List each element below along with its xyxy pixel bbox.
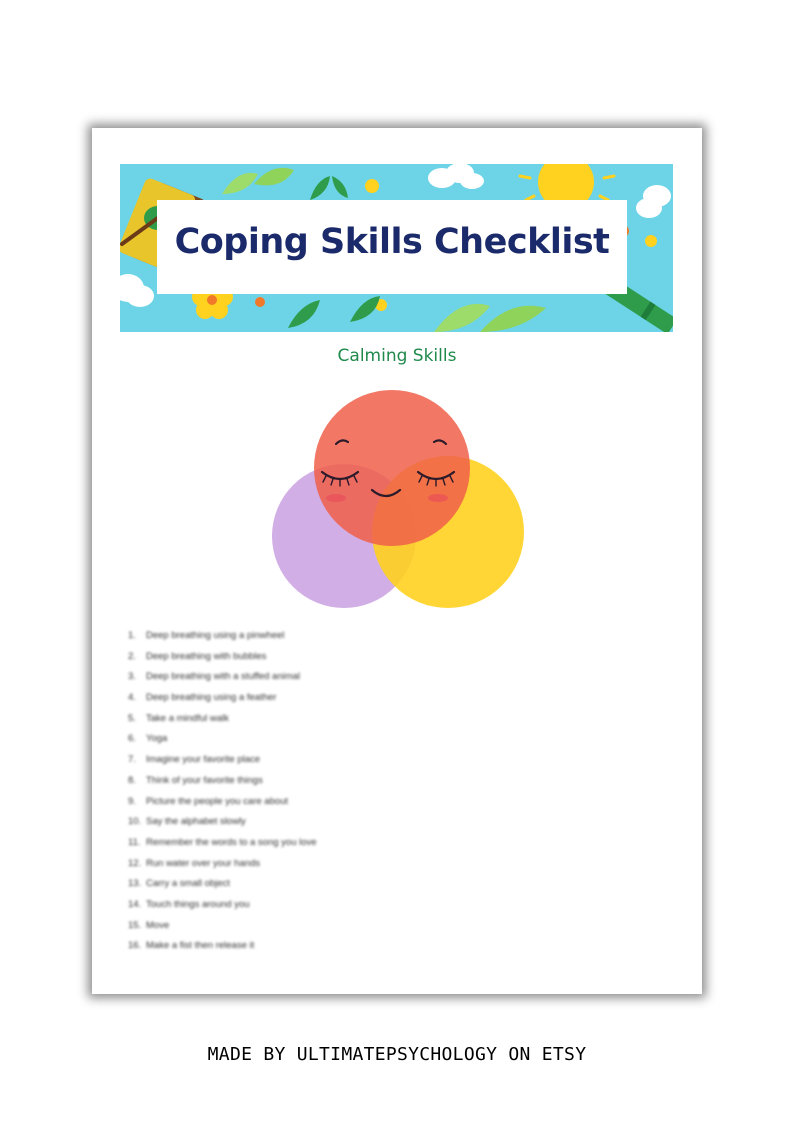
list-item: 15. Move bbox=[128, 919, 170, 931]
dot-icon bbox=[364, 178, 380, 194]
red-circle bbox=[314, 390, 470, 546]
list-item: 7. Imagine your favorite place bbox=[128, 754, 261, 766]
smiling-circles-illustration bbox=[266, 386, 530, 614]
header-banner bbox=[120, 164, 673, 332]
title-panel bbox=[157, 200, 627, 294]
list-item: 12. Run water over your hands bbox=[128, 857, 261, 869]
list-item: 8. Think of your favorite things bbox=[128, 774, 263, 786]
list-item: 16. Make a fist then release it bbox=[128, 940, 255, 952]
leaf-icon bbox=[280, 288, 390, 332]
list-item: 10. Say the alphabet slowly bbox=[128, 816, 246, 828]
list-item: 6. Yoga bbox=[128, 733, 168, 745]
section-title: Calming Skills bbox=[337, 346, 457, 366]
list-item: 13. Carry a small object bbox=[128, 878, 230, 890]
calming-skills-list bbox=[128, 626, 317, 957]
list-item: 3. Deep breathing with a stuffed animal bbox=[128, 671, 301, 683]
footer-credit: MADE BY ULTIMATEPSYCHOLOGY ON ETSY bbox=[207, 1044, 587, 1065]
dot-icon bbox=[644, 234, 658, 248]
list-item: 4. Deep breathing using a feather bbox=[128, 692, 277, 704]
list-item: 14. Touch things around you bbox=[128, 898, 250, 910]
list-item: 2. Deep breathing with bubbles bbox=[128, 650, 267, 662]
list-item: 1. Deep breathing using a pinwheel bbox=[128, 630, 285, 641]
list-item: 9. Picture the people you care about bbox=[128, 795, 289, 807]
leaf-icon bbox=[430, 292, 550, 332]
leaf-icon bbox=[218, 164, 298, 198]
cloud-icon bbox=[635, 184, 673, 220]
worksheet-page bbox=[92, 128, 702, 994]
cloud-icon bbox=[428, 164, 484, 190]
page-title: Coping Skills Checklist bbox=[174, 222, 610, 262]
list-item: 11. Remember the words to a song you love bbox=[128, 836, 317, 848]
dot-icon bbox=[254, 296, 266, 308]
list-item: 5. Take a mindful walk bbox=[128, 712, 229, 724]
